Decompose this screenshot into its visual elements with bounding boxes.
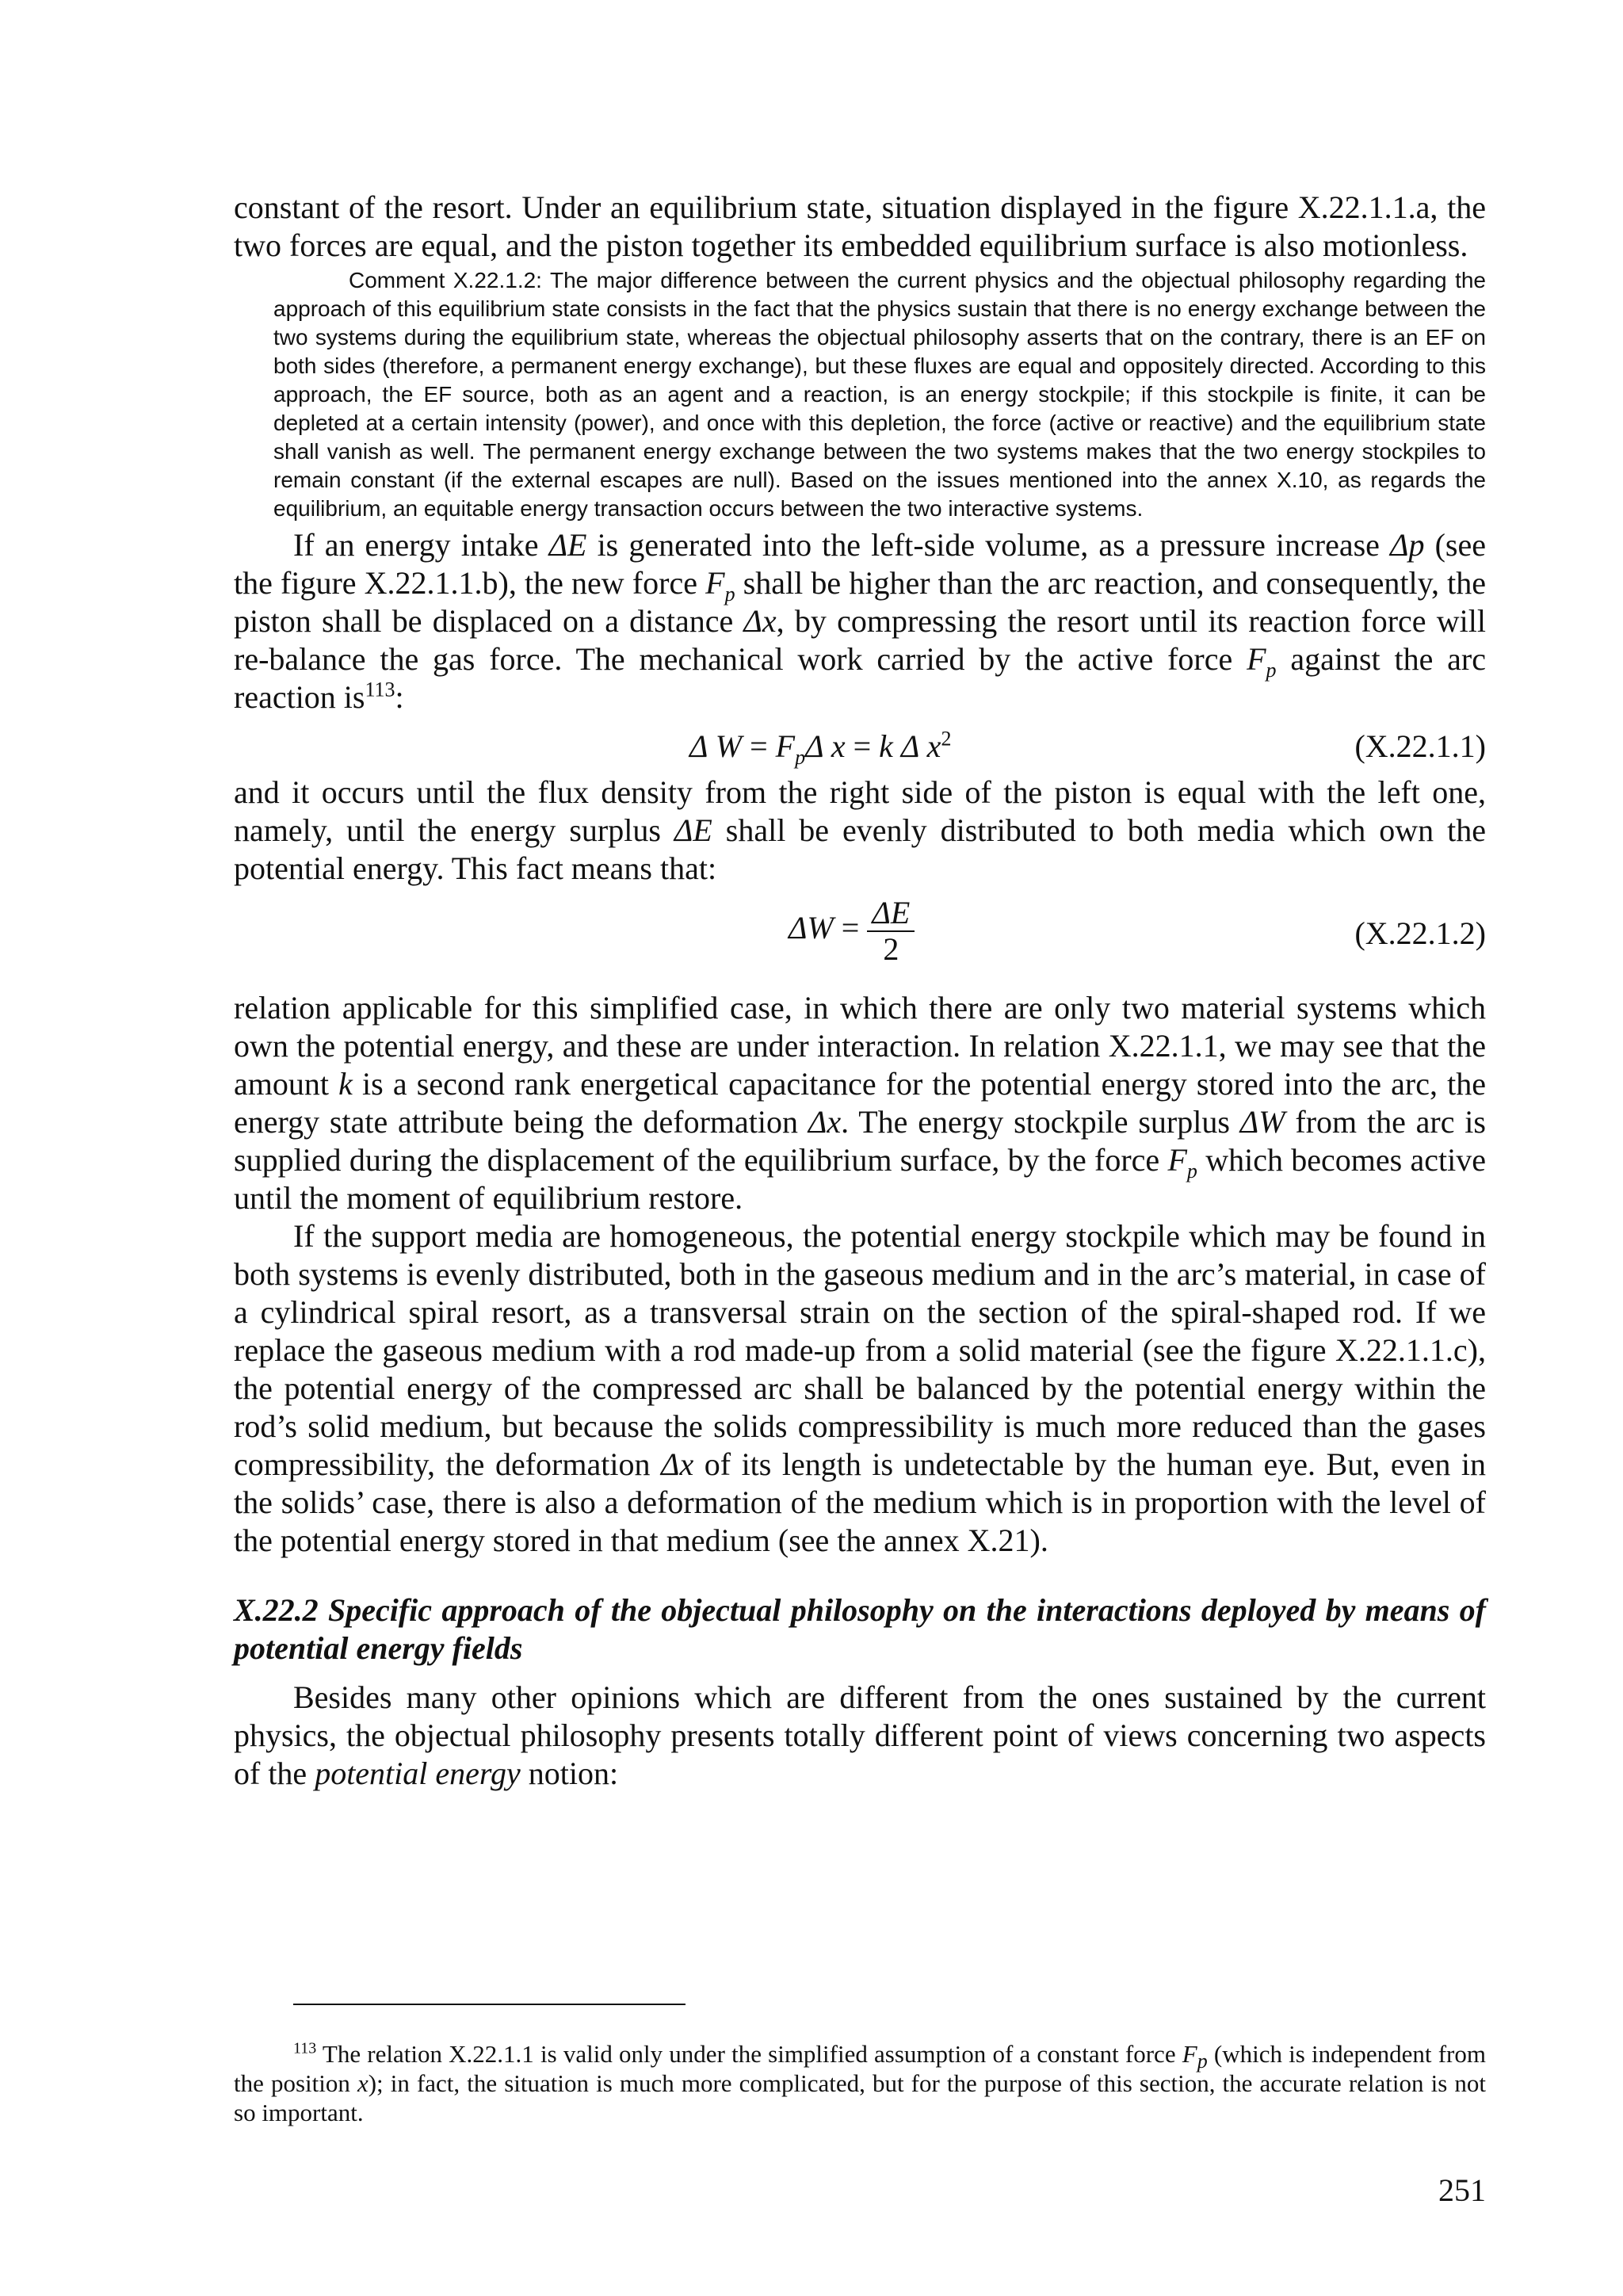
equation-formula: ΔW = $\frac{\Delta E}{2}$: [789, 896, 915, 967]
equation-number: (X.22.1.2): [1354, 915, 1486, 951]
fraction: $\frac{\Delta E}{2}$: [867, 896, 915, 967]
paragraph-homogeneous-media: If the support media are homogeneous, the potential energy stockpile which may be found in both systems is evenly distributed, both in the gaseous medium and in the arc’s material, in case of a cylindrical spiral resort, as a transversal strain on the section of the spiral-shaped rod. If we replace the gaseous medium with a rod made-up from a solid material (see the figure X.22.1.1.c), the potential energy of the compressed arc shall be balanced by the potential energy within the rod’s solid medium, but because the solids compressibility is much more reduced than the gases compressibility, the deformation Δx of its length is undetectable by the human eye. But, even in the solids’ case, there is also a deformation of the medium which is in proportion with the level of the potential energy stored in that medium (see the annex X.21).: [234, 1218, 1486, 1558]
comment-block: Comment X.22.1.2: The major difference between the current physics and the objectual philosophy regarding the approach of this equilibrium state consists in the fact that the physics sustain that there is no energy exchange between the two systems during the equilibrium state, whereas the objectual philosophy asserts that on the contrary, there is an EF on both sides (therefore, a permanent energy exchange), but these fluxes are equal and oppositely directed. According to this approach, the EF source, both as an agent and a reaction, is an energy stockpile; if this stockpile is finite, it can be depleted at a certain intensity (power), and once with this depletion, the force (active or reactive) and the equilibrium state shall vanish as well. The permanent energy exchange between the two systems makes that the two energy stockpiles to remain constant (if the external escapes are null). Based on the issues mentioned into the annex X.10, as regards the equilibrium, an equitable energy transaction occurs between the two interactive systems.: [273, 268, 1486, 521]
equation-number: (X.22.1.1): [1354, 728, 1486, 764]
paragraph-energy-intake: If an energy intake ΔE is generated into the left-side volume, as a pressure increase Δp (see the figure X.22.1.1.b), the new force $F_p$ shall be higher than the arc reaction, and consequently, the piston shall be displaced on a distance Δx, by compressing the resort until its reaction force will re-balance the gas force. The mechanical work carried by the active force $F_p$ against the arc reaction $is^{113}$:: [234, 527, 1486, 715]
paragraph-flux-density: and it occurs until the flux density from the right side of the piston is equal with the left one, namely, until the energy surplus ΔE shall be evenly distributed to both media which own the potential energy. This fact means that:: [234, 774, 1487, 886]
paragraph-equilibrium: constant of the resort. Under an equilibrium state, situation displayed in the figure X.22.1.1.a, the two forces are equal, and the piston together its embedded equilibrium surface is also motionless.: [234, 189, 1486, 263]
equation-x22-1-2: [234, 888, 1486, 989]
footnote-separator: [293, 2004, 685, 2005]
footnote-marker: 113: [293, 2039, 317, 2057]
section-heading: X.22.2 Specific approach of the objectual philosophy on the interactions deployed by means of potential energy fields: [234, 1592, 1486, 1666]
footnote: $^{113}$ The relation X.22.1.1 is valid only under the simplified assumption of a constant force $F_p$ (which is independent from the position x); in fact, the situation is much more complicated, but for the purpose of this section, the accurate relation is not so important.: [234, 2039, 1487, 2126]
page-body: [234, 189, 1486, 1793]
equation-x22-1-1: [234, 716, 1486, 774]
footnote-ref: 113: [365, 678, 395, 701]
paragraph-besides: Besides many other opinions which are different from the ones sustained by the current physics, the objectual philosophy presents totally different point of views concerning two aspects of the potential energy notion:: [234, 1679, 1486, 1791]
equation-formula: Δ $W = F_p\Delta$ x = k Δ $x^2$: [689, 727, 952, 769]
page-number: 251: [1438, 2172, 1486, 2208]
paragraph-capacitance: relation applicable for this simplified case, in which there are only two material systems which own the potential energy, and these are under interaction. In relation X.22.1.1, we may see that the amount k is a second rank energetical capacitance for the potential energy stored into the arc, the energy state attribute being the deformation Δx. The energy stockpile surplus ΔW from the arc is supplied during the displacement of the equilibrium surface, by the force $F_p$ which becomes active until the moment of equilibrium restore.: [234, 990, 1486, 1216]
